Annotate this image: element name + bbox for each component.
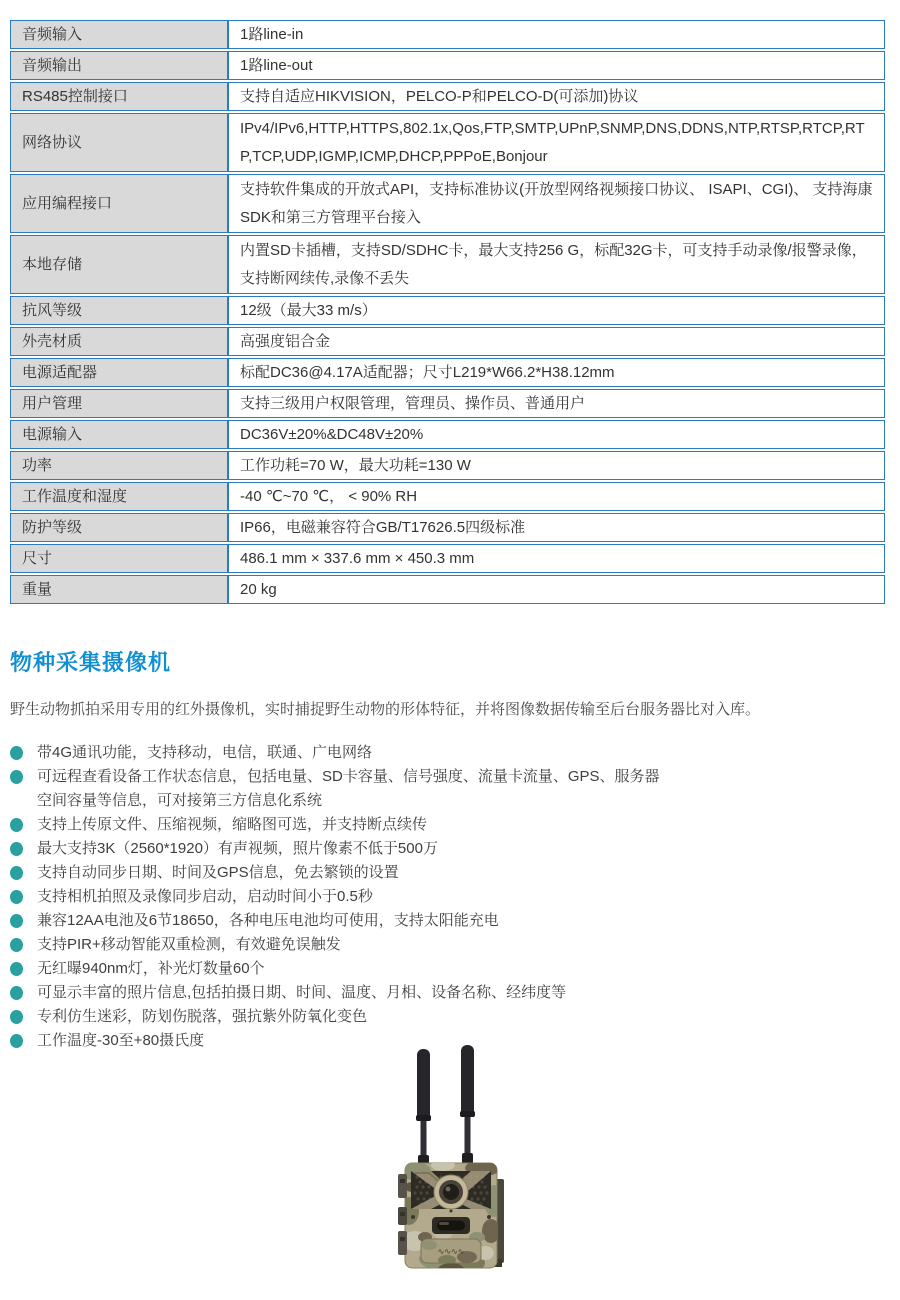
spec-value: 内置SD卡插槽，支持SD/SDHC卡，最大支持256 G，标配32G卡，可支持手动录像/报警录像，支持断网续传,录像不丢失	[228, 235, 885, 294]
feature-text: 支持上传原文件、压缩视频，缩略图可选，并支持断点续传	[37, 816, 428, 833]
spec-label: 外壳材质	[10, 327, 228, 356]
list-item	[10, 837, 662, 861]
spec-label: 功率	[10, 451, 228, 480]
feature-list	[10, 741, 662, 1053]
spec-label: 网络协议	[10, 113, 228, 172]
antenna-icon	[416, 1045, 475, 1165]
feature-text: 无红曝940nm灯，补光灯数量60个	[37, 960, 265, 977]
bullet-dot-icon	[10, 890, 23, 904]
bullet-dot-icon	[10, 866, 23, 880]
spec-label: 本地存储	[10, 235, 228, 294]
feature-text: 兼容12AA电池及6节18650，各种电压电池均可使用，支持太阳能充电	[37, 912, 499, 929]
feature-text: 可远程查看设备工作状态信息，包括电量、SD卡容量、信号强度、流量卡流量、GPS、服务器空间容量等信息，可对接第三方信息化系统	[37, 768, 660, 809]
bullet-dot-icon	[10, 986, 23, 1000]
list-item	[10, 741, 662, 765]
table-row	[10, 358, 885, 387]
section-intro-text: 野生动物抓拍采用专用的红外摄像机，实时捕捉野生动物的形体特征，并将图像数据传输至后台服务器比对入库。	[10, 701, 761, 718]
list-item	[10, 909, 662, 933]
table-row	[10, 296, 885, 325]
spec-value: 12级（最大33 m/s）	[228, 296, 885, 325]
spec-value: 工作功耗=70 W，最大功耗=130 W	[228, 451, 885, 480]
table-row	[10, 389, 885, 418]
spec-value: 高强度铝合金	[228, 327, 885, 356]
spec-label: 重量	[10, 575, 228, 604]
spec-label: 电源输入	[10, 420, 228, 449]
table-row	[10, 420, 885, 449]
bullet-dot-icon	[10, 818, 23, 832]
table-row	[10, 327, 885, 356]
spec-label: 尺寸	[10, 544, 228, 573]
bullet-dot-icon	[10, 1010, 23, 1024]
bullet-dot-icon	[10, 1034, 23, 1048]
table-row	[10, 113, 885, 172]
spec-value: 1路line-out	[228, 51, 885, 80]
table-row	[10, 20, 885, 49]
feature-text: 支持PIR+移动智能双重检测，有效避免误触发	[37, 936, 341, 953]
list-item	[10, 981, 662, 1005]
table-row	[10, 513, 885, 542]
trail-camera-photo	[385, 1041, 585, 1291]
spec-label: 工作温度和湿度	[10, 482, 228, 511]
list-item	[10, 1005, 662, 1029]
bullet-dot-icon	[10, 914, 23, 928]
list-item	[10, 885, 662, 909]
table-row	[10, 51, 885, 80]
spec-label: 音频输出	[10, 51, 228, 80]
spec-value: 支持三级用户权限管理，管理员、操作员、普通用户	[228, 389, 885, 418]
spec-label: 电源适配器	[10, 358, 228, 387]
bullet-dot-icon	[10, 938, 23, 952]
spec-value: 支持软件集成的开放式API，支持标准协议(开放型网络视频接口协议、 ISAPI、CGI)、 支持海康SDK和第三方管理平台接入	[228, 174, 885, 233]
spec-value: -40 ℃~70 ℃， < 90% RH	[228, 482, 885, 511]
latch-icon	[398, 1174, 407, 1255]
spec-value: 20 kg	[228, 575, 885, 604]
feature-text: 工作温度-30至+80摄氏度	[37, 1032, 205, 1049]
pir-sensor-icon	[432, 1217, 470, 1234]
bullet-dot-icon	[10, 770, 23, 784]
feature-text: 最大支持3K（2560*1920）有声视频，照片像素不低于500万	[37, 840, 438, 857]
bullet-dot-icon	[10, 746, 23, 760]
spec-value: 1路line-in	[228, 20, 885, 49]
spec-value: IPv4/IPv6,HTTP,HTTPS,802.1x,Qos,FTP,SMTP,UPnP,SNMP,DNS,DDNS,NTP,RTSP,RTCP,RTP,TCP,UDP,IGMP,ICMP,DHCP,PPPoE,Bonjour	[228, 113, 885, 172]
spec-value: 支持自适应HIKVISION，PELCO-P和PELCO-D(可添加)协议	[228, 82, 885, 111]
feature-text: 支持相机拍照及录像同步启动，启动时间小于0.5秒	[37, 888, 373, 905]
feature-text: 支持自动同步日期、时间及GPS信息，免去繁锁的设置	[37, 864, 399, 881]
spec-label: 应用编程接口	[10, 174, 228, 233]
bullet-dot-icon	[10, 962, 23, 976]
feature-text: 可显示丰富的照片信息,包括拍摄日期、时间、温度、月相、设备名称、经纬度等	[37, 984, 567, 1001]
spec-label: 抗风等级	[10, 296, 228, 325]
spec-value: IP66，电磁兼容符合GB/T17626.5四级标准	[228, 513, 885, 542]
table-row	[10, 82, 885, 111]
spec-label: 用户管理	[10, 389, 228, 418]
spec-value: 486.1 mm × 337.6 mm × 450.3 mm	[228, 544, 885, 573]
list-item	[10, 813, 662, 837]
spec-label: 音频输入	[10, 20, 228, 49]
spec-value: 标配DC36@4.17A适配器；尺寸L219*W66.2*H38.12mm	[228, 358, 885, 387]
table-row	[10, 451, 885, 480]
table-row	[10, 174, 885, 233]
camera-lens-icon	[434, 1175, 468, 1209]
table-row	[10, 575, 885, 604]
spec-value: DC36V±20%&DC48V±20%	[228, 420, 885, 449]
feature-text: 带4G通讯功能，支持移动，电信，联通、广电网络	[37, 744, 373, 761]
spec-label: RS485控制接口	[10, 82, 228, 111]
page-title: 物种采集摄像机	[10, 650, 172, 675]
table-row	[10, 235, 885, 294]
list-item	[10, 765, 662, 813]
list-item	[10, 933, 662, 957]
svg-text:∿∿∿∿: ∿∿∿∿	[437, 1247, 465, 1256]
feature-text: 专利仿生迷彩，防划伤脱落，强抗紫外防氧化变色	[37, 1008, 368, 1025]
spec-table	[10, 18, 885, 606]
spec-label: 防护等级	[10, 513, 228, 542]
bullet-dot-icon	[10, 842, 23, 856]
table-row	[10, 482, 885, 511]
table-row	[10, 544, 885, 573]
list-item	[10, 957, 662, 981]
list-item	[10, 861, 662, 885]
